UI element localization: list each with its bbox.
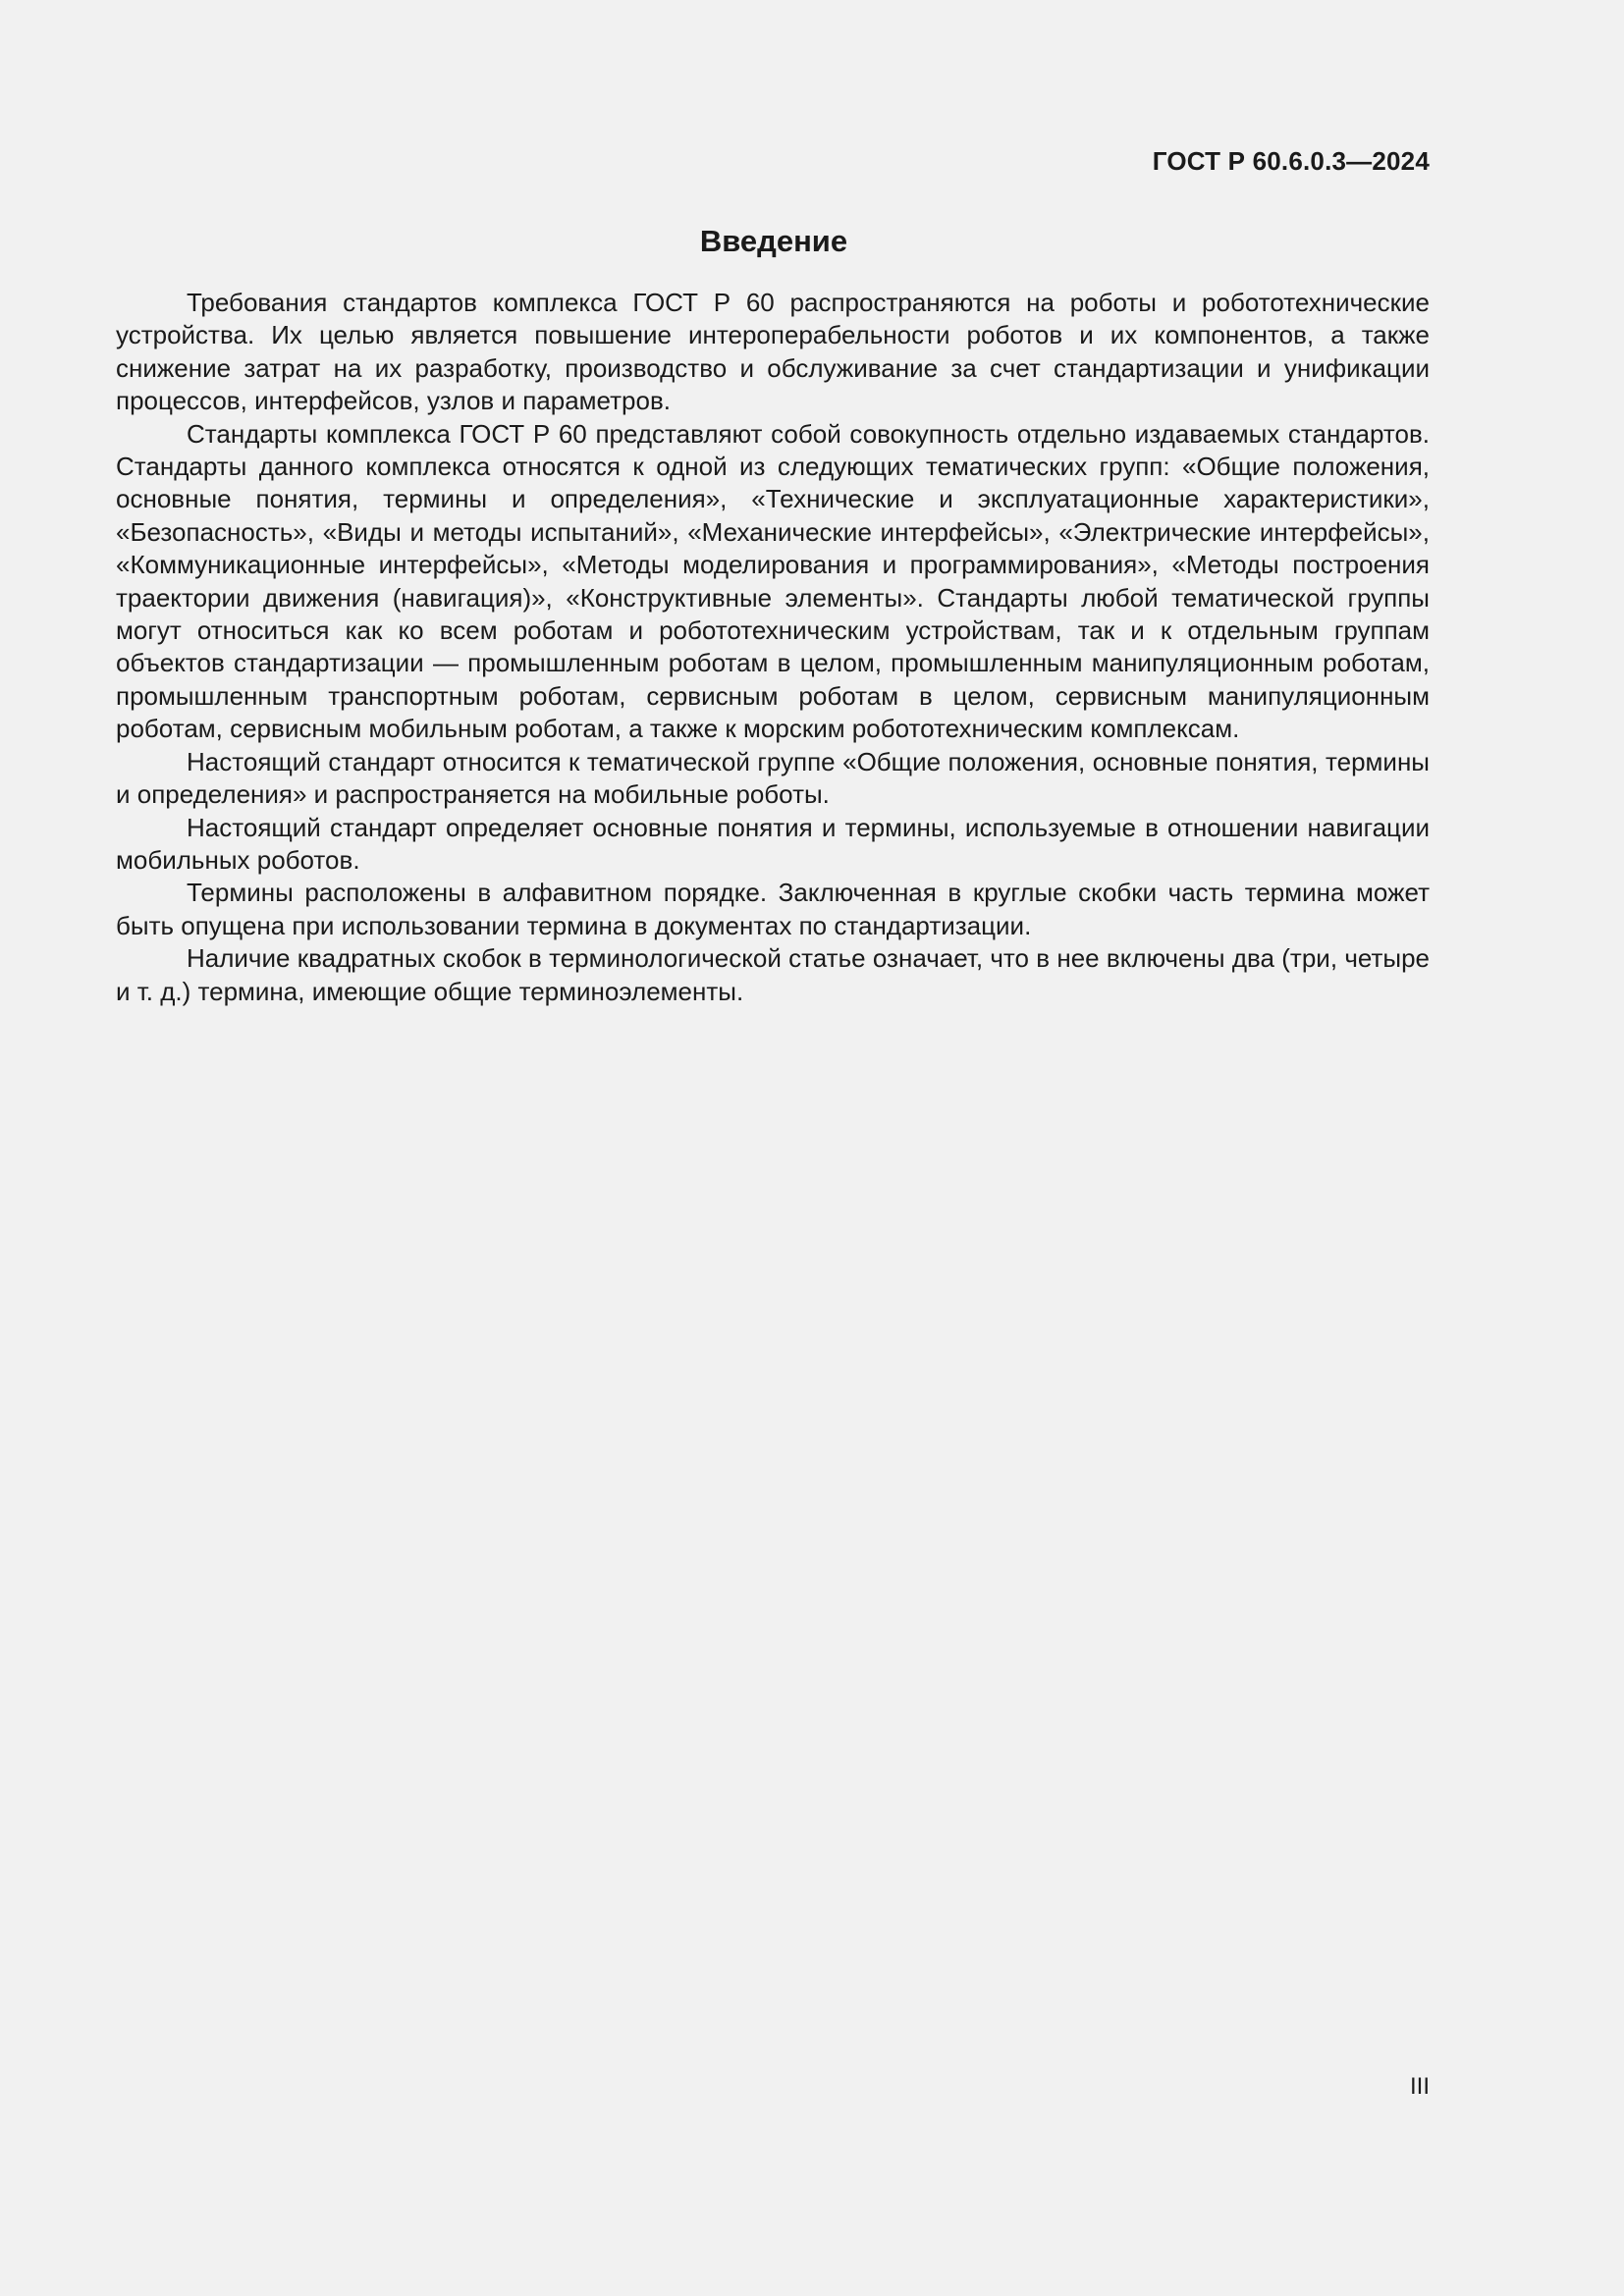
page-number: III [1409,2073,1430,2100]
paragraph: Настоящий стандарт относится к тематической группе «Общие положения, основные понятия, термины и определения» и распространяется на мобильные роботы. [116,746,1430,810]
paragraph: Наличие квадратных скобок в терминологической статье означает, что в нее включены два (три, четыре и т. д.) термина, имеющие общие терминоэлементы. [116,943,1430,1006]
paragraph: Термины расположены в алфавитном порядке. Заключенная в круглые скобки часть термина может быть опущена при использовании термина в документах по стандартизации. [116,878,1430,940]
paragraph: Требования стандартов комплекса ГОСТ Р 60 распространяются на роботы и робототехнические устройства. Их целью является повышение интероперабельности роботов и их компонентов, а также снижение затрат на их разработку, производство и обслуживание за счет стандартизации и унификации процессов, интерфейсов, узлов и параметров. [116,288,1430,416]
section-body [116,287,1430,1008]
section-title: Введение [699,224,848,258]
document-code: ГОСТ Р 60.6.0.3—2024 [1152,146,1430,176]
paragraph: Стандарты комплекса ГОСТ Р 60 представляют собой совокупность отдельно издаваемых стандартов. Стандарты данного комплекса относятся к одной из следующих тематических групп: «Общие положения, основные понятия, термины и определения», «Технические и эксплуатационные характеристики», «Безопасность», «Виды и методы испытаний», «Механические интерфейсы», «Электрические интерфейсы», «Коммуникационные интерфейсы», «Методы моделирования и программирования», «Методы построения траектории движения (навигация)», «Конструктивные элементы». Стандарты любой тематической группы могут относиться как ко всем роботам и робототехническим устройствам, так и к отдельным группам объектов стандартизации — промышленным роботам в целом, промышленным манипуляционным роботам, промышленным транспортным роботам, сервисным роботам в целом, сервисным манипуляционным роботам, сервисным мобильным роботам, а также к морским робототехническим комплексам. [116,418,1430,744]
paragraph: Настоящий стандарт определяет основные понятия и термины, используемые в отношении навигации мобильных роботов. [116,812,1430,875]
